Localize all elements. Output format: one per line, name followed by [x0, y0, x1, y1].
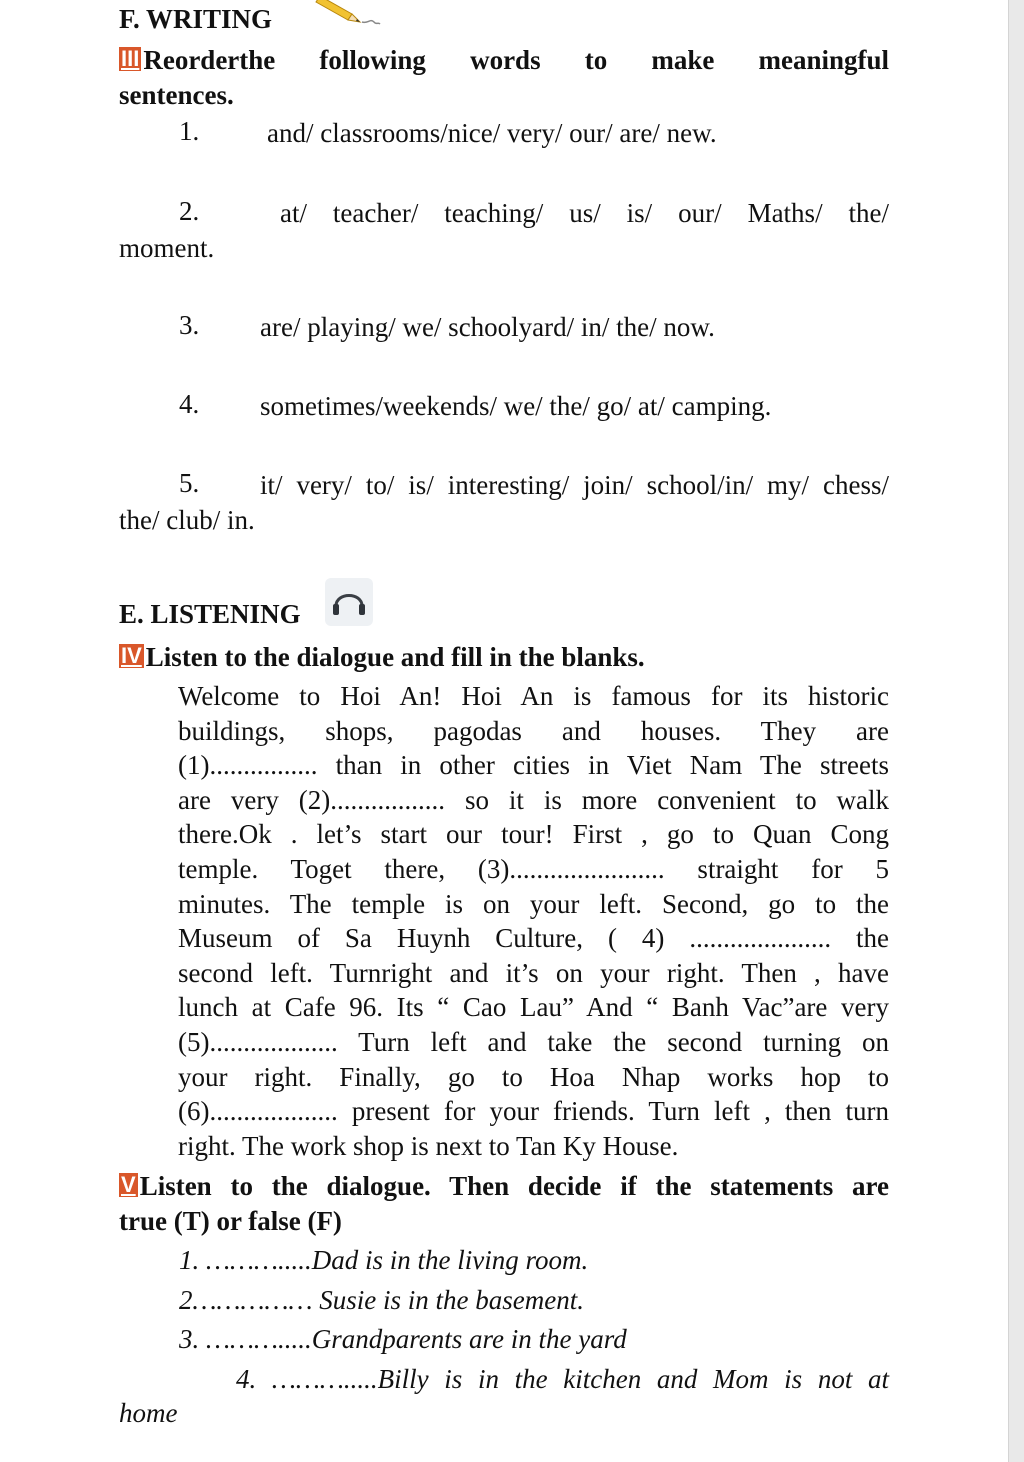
item-1-number: 1. [179, 116, 200, 146]
statement-3: 3. ……….....Grandparents are in the yard [179, 1324, 627, 1354]
statement-4: 4. ……….....Billy is in the kitchen and Mom is not at [236, 1364, 889, 1394]
exercise-v-instruction-line2: true (T) or false (F) [119, 1206, 342, 1236]
paragraph-line: (1)................ than in other cities in Viet Nam The streets [178, 750, 889, 781]
paragraph-line: (6)................... present for your friends. Turn left , then turn [178, 1096, 889, 1127]
item-2-number: 2. [179, 196, 200, 226]
statement-4-cont: home [119, 1398, 178, 1428]
paragraph-line: are very (2)................. so it is more convenient to walk [178, 784, 889, 815]
paragraph-line: Welcome to Hoi An! Hoi An is famous for its historic [178, 681, 889, 711]
paragraph-line: second left. Turnright and it’s on your right. Then , have [178, 957, 889, 988]
paragraph-line: your right. Finally, go to Hoa Nhap works hop to [178, 1061, 889, 1092]
section-f-title: F. WRITING [119, 4, 273, 34]
section-e-title: E. LISTENING [119, 599, 301, 629]
exercise-iii-badge: III [121, 46, 140, 71]
statement-1: 1. ……….....Dad is in the living room. [179, 1245, 589, 1275]
item-3-number: 3. [179, 310, 200, 340]
exercise-v-instruction [119, 1169, 889, 1204]
paragraph-line: temple. Toget there, (3)....................... straight for 5 [178, 853, 889, 884]
item-5-text: it/ very/ to/ is/ interesting/ join/ school/in/ my/ chess/ [260, 470, 889, 500]
item-5-number: 5. [179, 468, 200, 498]
paragraph-line: Museum of Sa Huynh Culture, ( 4) ..................... the [178, 923, 889, 954]
paragraph-line: buildings, shops, pagodas and houses. They are [178, 715, 889, 746]
exercise-iv-instruction-text: Listen to the dialogue and fill in the blanks. [145, 642, 645, 672]
exercise-iii-instruction-line2: sentences. [119, 80, 234, 110]
item-4-text: sometimes/weekends/ we/ the/ go/ at/ camping. [260, 391, 772, 421]
headphones-icon [325, 578, 373, 626]
item-3-text: are/ playing/ we/ schoolyard/ in/ the/ now. [260, 312, 715, 342]
item-2-text: at/ teacher/ teaching/ us/ is/ our/ Maths/ the/ [280, 198, 889, 228]
paragraph-line: lunch at Cafe 96. Its “ Cao Lau” And “ Banh Vac”are very [178, 992, 889, 1023]
exercise-v-badge: V [121, 1172, 136, 1197]
exercise-iv-instruction [119, 640, 645, 675]
exercise-iii-instruction-line1: Reorderthe following words to make meaningful [143, 45, 889, 75]
paragraph-line: (5)................... Turn left and take the second turning on [178, 1026, 889, 1057]
paragraph-line: right. The work shop is next to Tan Ky House. [178, 1130, 679, 1161]
exercise-iii-instruction [119, 43, 889, 78]
scrollbar-track[interactable] [1008, 0, 1024, 1462]
item-4-number: 4. [179, 389, 200, 419]
exercise-iv-badge: IV [121, 643, 142, 668]
fill-blank-paragraph [178, 679, 889, 1163]
item-5-text-cont: the/ club/ in. [119, 505, 255, 535]
exercise-v-instruction-line1: Listen to the dialogue. Then decide if the statements are [139, 1171, 889, 1201]
pencil-icon [312, 0, 382, 32]
statement-2: 2…………… Susie is in the basement. [179, 1285, 584, 1315]
item-2-text-cont: moment. [119, 233, 215, 263]
paragraph-line: minutes. The temple is on your left. Second, go to the [178, 888, 889, 919]
paragraph-line: there.Ok . let’s start our tour! First , go to Quan Cong [178, 819, 889, 850]
item-1-text: and/ classrooms/nice/ very/ our/ are/ new. [267, 118, 717, 148]
